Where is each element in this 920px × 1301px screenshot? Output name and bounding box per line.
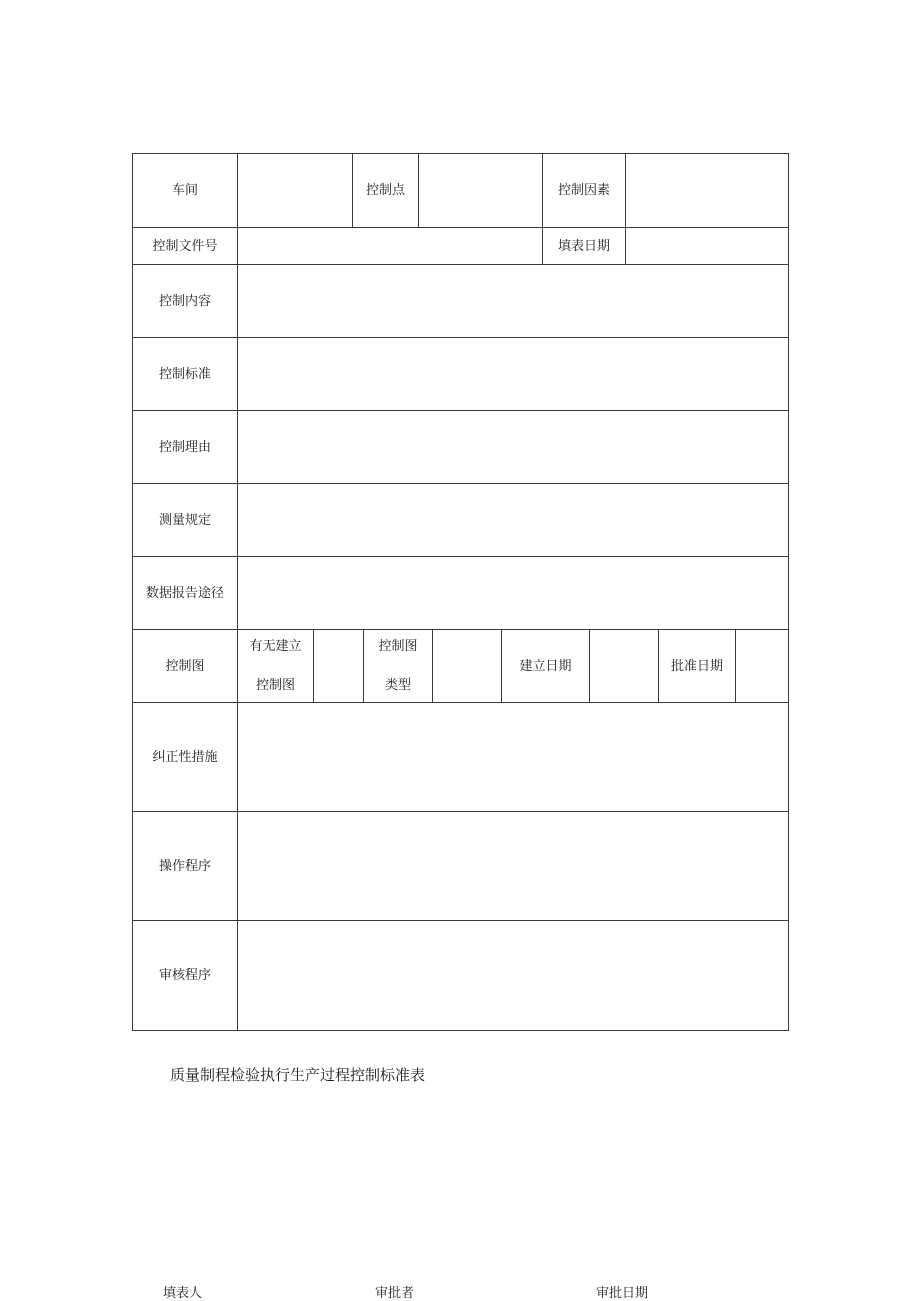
workshop-label (132, 153, 238, 228)
control-factor-label (542, 153, 626, 228)
operation-label-text: 操作程序 (158, 858, 211, 874)
audit-label-text: 审核程序 (158, 968, 211, 983)
corrective-label (132, 702, 238, 812)
standard-field[interactable] (237, 337, 789, 411)
approve-date-field[interactable] (735, 629, 789, 703)
footer-approve-date: 审批日期 (596, 1286, 649, 1301)
reason-label-text: 控制理由 (158, 439, 211, 455)
reason-field[interactable] (237, 410, 789, 484)
chart-type-line1: 控制图 (378, 639, 418, 654)
has-chart-line2: 控制图 (255, 678, 295, 693)
has-chart-line1: 有无建立 (249, 639, 302, 654)
footer-approver: 审批者 (375, 1286, 415, 1301)
operation-label (132, 811, 238, 921)
fill-date-label-text: 填表日期 (557, 238, 610, 254)
doc-no-label-text: 控制文件号 (152, 238, 218, 254)
approve-date-label (658, 629, 736, 703)
has-chart-field[interactable] (313, 629, 364, 703)
form-caption: 质量制程检验执行生产过程控制标准表 (170, 1067, 426, 1084)
standard-label-text: 控制标准 (158, 366, 211, 382)
doc-no-label (132, 227, 238, 265)
data-report-label-text: 数据报告途径 (145, 585, 224, 601)
control-factor-label-text: 控制因素 (557, 183, 610, 198)
setup-date-label-text: 建立日期 (519, 658, 572, 674)
has-chart-label (237, 629, 314, 703)
content-field[interactable] (237, 264, 789, 338)
control-chart-label-text: 控制图 (165, 658, 205, 674)
audit-field[interactable] (237, 920, 789, 1031)
footer-filler: 填表人 (163, 1286, 203, 1301)
content-label-text: 控制内容 (158, 293, 211, 309)
approve-date-label-text: 批准日期 (670, 658, 723, 674)
control-point-field[interactable] (418, 153, 543, 228)
fill-date-label (542, 227, 626, 265)
chart-type-label (363, 629, 433, 703)
setup-date-label (501, 629, 590, 703)
measurement-field[interactable] (237, 483, 789, 557)
reason-label (132, 410, 238, 484)
measurement-label (132, 483, 238, 557)
setup-date-field[interactable] (589, 629, 659, 703)
corrective-field[interactable] (237, 702, 789, 812)
audit-label (132, 920, 238, 1031)
workshop-label-text: 车间 (171, 183, 198, 198)
data-report-field[interactable] (237, 556, 789, 630)
control-factor-field[interactable] (625, 153, 789, 228)
workshop-field[interactable] (237, 153, 353, 228)
standard-label (132, 337, 238, 411)
control-point-label (352, 153, 419, 228)
chart-type-line2: 类型 (384, 678, 411, 693)
measurement-label-text: 测量规定 (158, 512, 211, 528)
control-point-label-text: 控制点 (365, 183, 405, 198)
operation-field[interactable] (237, 811, 789, 921)
chart-type-field[interactable] (432, 629, 502, 703)
fill-date-field[interactable] (625, 227, 789, 265)
control-chart-label (132, 629, 238, 703)
corrective-label-text: 纠正性措施 (152, 749, 218, 765)
data-report-label (132, 556, 238, 630)
content-label (132, 264, 238, 338)
doc-no-field[interactable] (237, 227, 543, 265)
